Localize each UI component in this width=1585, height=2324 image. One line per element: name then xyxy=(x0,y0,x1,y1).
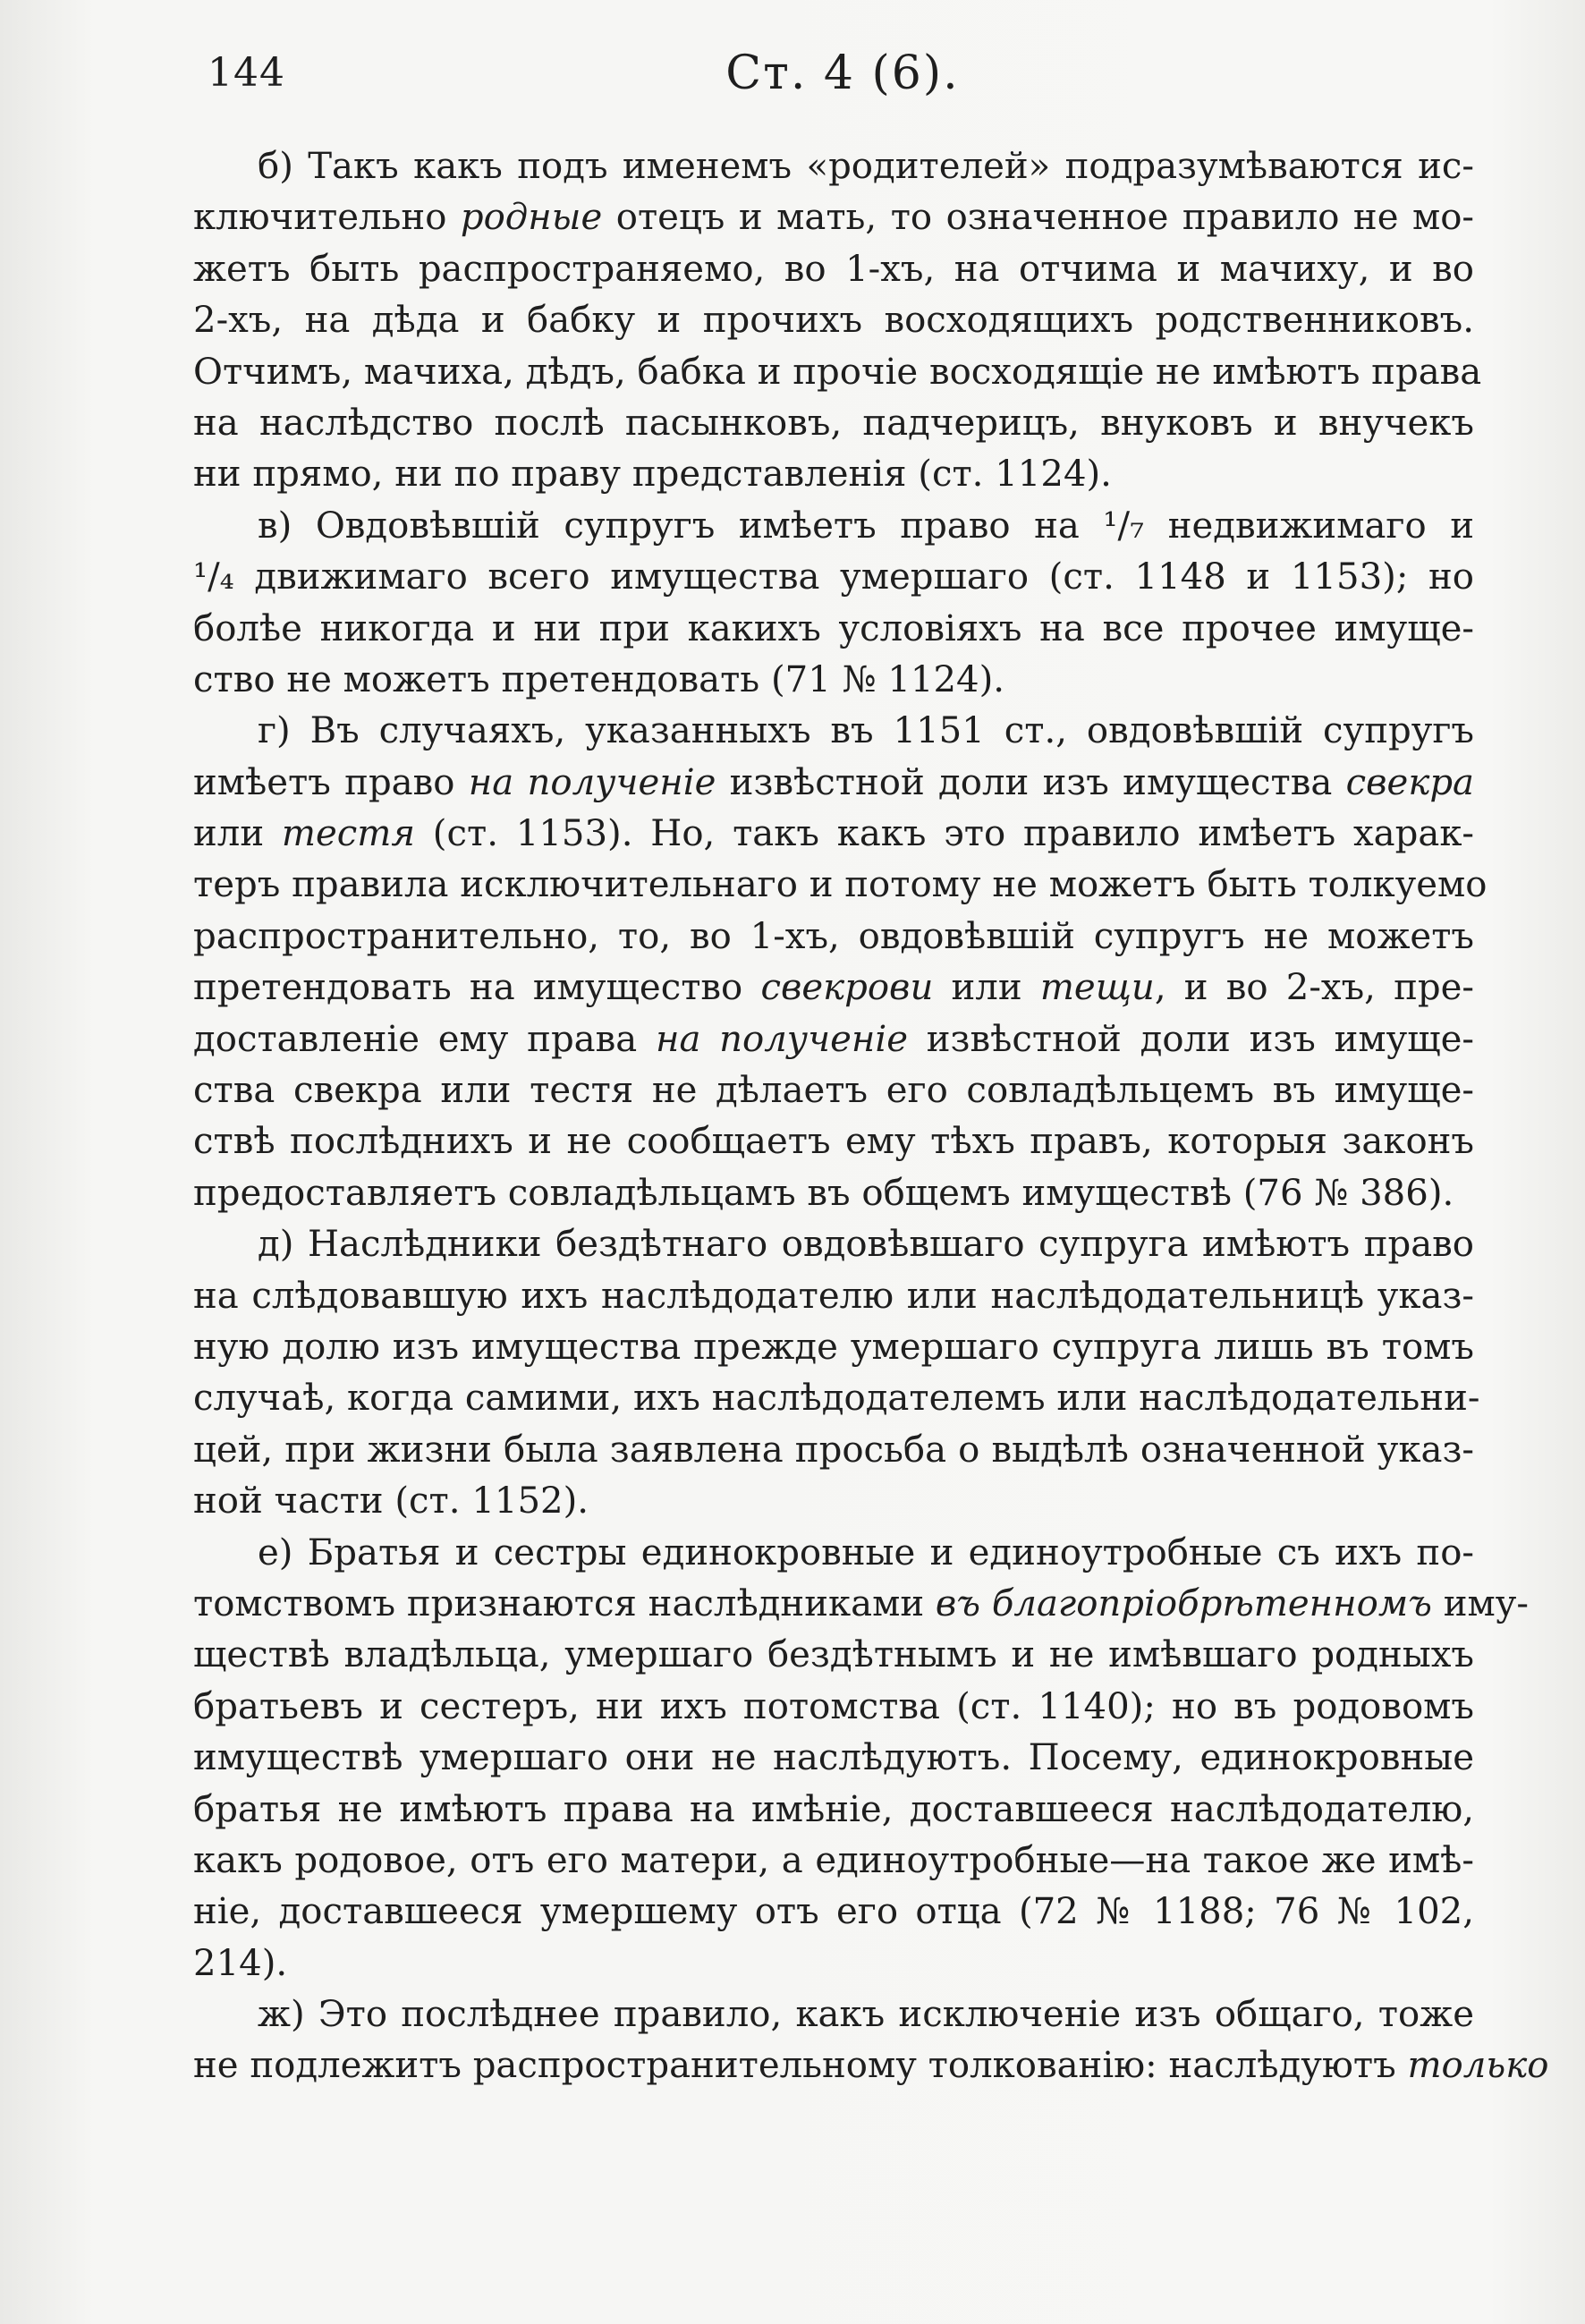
text-line xyxy=(193,2040,1549,2091)
text-segment: или xyxy=(193,813,282,855)
text-segment: г) Въ случаяхъ, указанныхъ въ 1151 ст., овдовѣвшій супругъ xyxy=(258,710,1474,752)
text-line xyxy=(193,1630,1474,1681)
italic-text: въ благопріобрѣтенномъ xyxy=(935,1582,1432,1624)
text-segment: д) Наслѣдники бездѣтнаго овдовѣвшаго супруга имѣютъ право xyxy=(258,1224,1474,1266)
text-line xyxy=(193,1322,1474,1373)
text-line xyxy=(193,449,1474,500)
paragraph xyxy=(193,706,1488,1219)
text-line xyxy=(193,1887,1474,1938)
text-line xyxy=(193,604,1474,655)
text-line xyxy=(193,552,1474,603)
text-segment: цей, при жизни была заявлена просьба о выдѣлѣ означенной указ- xyxy=(193,1429,1474,1471)
text-segment: ніе, доставшееся умершему отъ его отца (72 № 1188; 76 № 102, xyxy=(193,1891,1474,1933)
text-segment: томствомъ признаются наслѣдниками xyxy=(193,1582,936,1624)
text-segment: 2-хъ, на дѣда и бабку и прочихъ восходящихъ родственниковъ. xyxy=(193,300,1474,342)
text-segment: ствѣ послѣднихъ и не сообщаетъ ему тѣхъ правъ, которыя законъ xyxy=(193,1121,1474,1163)
text-segment: ключительно xyxy=(193,197,461,239)
text-segment: ную долю изъ имущества прежде умершаго супруга лишь въ томъ xyxy=(193,1326,1474,1368)
text-segment: доставленіе ему права xyxy=(193,1018,656,1060)
text-line xyxy=(193,1425,1474,1476)
text-line xyxy=(193,141,1474,192)
text-line xyxy=(193,809,1474,860)
text-segment: распространительно, то, во 1-хъ, овдовѣвшій супругъ не можетъ xyxy=(193,915,1474,957)
italic-text: на полученіе xyxy=(655,1018,909,1060)
text-line xyxy=(193,1014,1474,1065)
text-line xyxy=(193,1733,1474,1784)
text-segment: ществѣ владѣльца, умершаго бездѣтнымъ и не имѣвшаго родныхъ xyxy=(193,1634,1474,1676)
text-segment: предоставляетъ совладѣльцамъ въ общемъ имуществѣ (76 № 386). xyxy=(193,1172,1454,1214)
text-line xyxy=(193,295,1474,346)
paragraph xyxy=(193,501,1474,707)
text-line xyxy=(193,398,1474,449)
italic-text: родные xyxy=(460,197,603,239)
text-segment: ной части (ст. 1152). xyxy=(193,1480,589,1522)
text-line xyxy=(193,1785,1474,1836)
italic-text: тещи xyxy=(1039,967,1155,1009)
text-segment: на слѣдовавшую ихъ наслѣдодателю или наслѣдодательницѣ указ- xyxy=(193,1275,1474,1317)
text-line xyxy=(193,1528,1474,1579)
text-line xyxy=(193,1271,1474,1322)
italic-text: свекра xyxy=(1345,761,1475,803)
text-line xyxy=(193,963,1474,1014)
text-segment: братья не имѣютъ права на имѣніе, доставшееся наслѣдодателю, xyxy=(193,1788,1474,1830)
running-title: Ст. 4 (6). xyxy=(725,47,960,100)
text-segment: теръ правила исключительнаго и потому не можетъ быть толкуемо xyxy=(193,864,1488,906)
italic-text: тестя xyxy=(281,813,416,855)
text-segment: в) Овдовѣвшій супругъ имѣетъ право на ¹/₇ недвижимаго и xyxy=(258,505,1474,547)
text-segment: извѣстной доли изъ имуще- xyxy=(908,1018,1474,1060)
text-segment: б) Такъ какъ подъ именемъ «родителей» подразумѣваются ис- xyxy=(258,146,1474,187)
text-segment: жетъ быть распространяемо, во 1-хъ, на отчима и мачиху, и во xyxy=(193,248,1474,290)
text-line xyxy=(193,1065,1474,1116)
paragraph xyxy=(193,1989,1549,2092)
text-line xyxy=(193,1682,1474,1733)
body-text xyxy=(193,141,1549,2092)
text-segment: болѣе никогда и ни при какихъ условіяхъ на все прочее имуще- xyxy=(193,607,1474,649)
text-segment: ж) Это послѣднее правило, какъ исключеніе изъ общаго, тоже xyxy=(258,1994,1474,2036)
text-segment: отецъ и мать, то означенное правило не мо- xyxy=(602,197,1474,239)
text-segment: извѣстной доли изъ имущества xyxy=(716,761,1346,803)
text-line xyxy=(193,1116,1474,1167)
page-header xyxy=(208,47,1478,109)
text-line xyxy=(193,347,1482,398)
text-line xyxy=(193,1938,1474,1989)
italic-text: только xyxy=(1407,2045,1549,2087)
text-segment: претендовать на имущество xyxy=(193,967,761,1009)
text-segment: ства свекра или тестя не дѣлаетъ его совладѣльцемъ въ имуще- xyxy=(193,1070,1474,1112)
text-segment: ¹/₄ движимаго всего имущества умершаго (ст. 1148 и 1153); но xyxy=(193,556,1474,598)
text-segment: е) Братья и сестры единокровные и единоутробные съ ихъ по- xyxy=(258,1531,1474,1573)
text-segment: какъ родовое, отъ его матери, а единоутробные—на такое же имѣ- xyxy=(193,1839,1474,1881)
text-segment: имуществѣ умершаго они не наслѣдуютъ. Посему, единокровные xyxy=(193,1737,1474,1779)
text-segment: случаѣ, когда самими, ихъ наслѣдодателемъ или наслѣдодательни- xyxy=(193,1378,1480,1420)
text-segment: иму- xyxy=(1431,1582,1529,1624)
text-line xyxy=(193,1168,1474,1219)
text-segment: (ст. 1153). Но, такъ какъ это правило имѣетъ харак- xyxy=(415,813,1475,855)
text-segment: , и во 2-хъ, пре- xyxy=(1154,967,1474,1009)
text-line xyxy=(193,501,1474,552)
text-segment: Отчимъ, мачиха, дѣдъ, бабка и прочіе восходящіе не имѣютъ права xyxy=(193,351,1482,393)
text-segment: ство не можетъ претендовать (71 № 1124). xyxy=(193,658,1005,700)
text-segment: 214). xyxy=(193,1942,288,1984)
text-line xyxy=(193,912,1474,963)
text-line xyxy=(193,1836,1474,1887)
text-segment: не подлежитъ распространительному толкованію: наслѣдуютъ xyxy=(193,2045,1408,2087)
text-line xyxy=(193,192,1474,243)
text-line xyxy=(193,860,1488,911)
text-line xyxy=(193,655,1474,706)
text-line xyxy=(193,706,1474,757)
text-line xyxy=(193,1219,1474,1270)
paragraph xyxy=(193,1528,1529,1990)
italic-text: свекрови xyxy=(760,967,934,1009)
text-line xyxy=(193,758,1474,809)
text-segment: имѣетъ право xyxy=(193,761,469,803)
text-segment: братьевъ и сестеръ, ни ихъ потомства (ст. 1140); но въ родовомъ xyxy=(193,1685,1474,1727)
text-line xyxy=(193,244,1474,295)
text-line xyxy=(193,1476,1474,1527)
text-line xyxy=(193,1579,1529,1630)
italic-text: на полученіе xyxy=(468,761,716,803)
text-segment: на наслѣдство послѣ пасынковъ, падчерицъ, внуковъ и внучекъ xyxy=(193,402,1474,444)
paragraph xyxy=(193,1219,1480,1527)
text-line xyxy=(193,1373,1480,1424)
text-segment: или xyxy=(933,967,1040,1009)
page-number: 144 xyxy=(208,50,285,96)
paragraph xyxy=(193,141,1482,501)
text-line xyxy=(193,1989,1474,2040)
text-segment: ни прямо, ни по праву представленія (ст. 1124). xyxy=(193,454,1112,496)
